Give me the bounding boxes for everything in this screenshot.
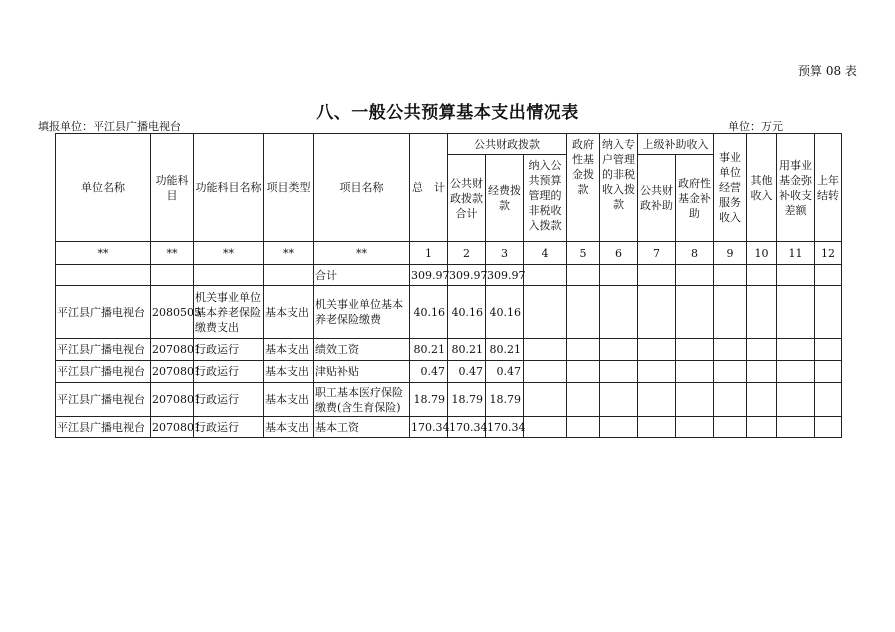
cell-total: 40.16 <box>410 286 448 339</box>
cell-total: 80.21 <box>410 339 448 361</box>
cell-expense-alloc: 18.79 <box>486 383 524 417</box>
index-cell: ** <box>194 242 264 265</box>
index-cell: ** <box>314 242 410 265</box>
index-cell: 9 <box>714 242 747 265</box>
header-func-name: 功能科目名称 <box>194 134 264 242</box>
index-cell: 4 <box>524 242 567 265</box>
cell-public-fin: 40.16 <box>448 286 486 339</box>
cell-item: 机关事业单位基本养老保险缴费 <box>314 286 410 339</box>
cell-code: 2070801 <box>151 417 194 438</box>
cell-item: 绩效工资 <box>314 339 410 361</box>
header-non-tax-alloc: 纳入公共预算管理的非税收入拨款 <box>524 155 567 242</box>
index-cell: 12 <box>815 242 842 265</box>
cell-public-fin: 170.34 <box>448 417 486 438</box>
cell-total: 0.47 <box>410 361 448 383</box>
form-number: 预算 08 表 <box>798 64 857 78</box>
header-operating-income: 事业单位经营服务收入 <box>714 134 747 242</box>
table-row <box>56 286 842 339</box>
header-public-fin-subsidy: 公共财政补助 <box>638 155 676 242</box>
header-public-fin-total: 公共财政拨款合计 <box>448 155 486 242</box>
cell-unit: 平江县广播电视台 <box>56 339 151 361</box>
table-row <box>56 417 842 438</box>
header-special-non-tax: 纳入专户管理的非税收入拨款 <box>600 134 638 242</box>
cell-func-name: 行政运行 <box>194 383 264 417</box>
table-row <box>56 361 842 383</box>
currency-unit: 单位：万元 <box>728 120 783 133</box>
cell-unit: 平江县广播电视台 <box>56 383 151 417</box>
table-row <box>56 339 842 361</box>
cell-type: 基本支出 <box>264 417 314 438</box>
index-cell: ** <box>264 242 314 265</box>
cell-type: 基本支出 <box>264 339 314 361</box>
total-label: 合计 <box>314 265 410 286</box>
cell-type: 基本支出 <box>264 361 314 383</box>
cell-func-name: 行政运行 <box>194 361 264 383</box>
header-unit-name: 单位名称 <box>56 134 151 242</box>
index-row <box>56 242 842 265</box>
cell-unit: 平江县广播电视台 <box>56 417 151 438</box>
cell-type: 基本支出 <box>264 286 314 339</box>
cell-total: 18.79 <box>410 383 448 417</box>
index-cell: ** <box>56 242 151 265</box>
cell-type: 基本支出 <box>264 383 314 417</box>
cell-code: 2070801 <box>151 383 194 417</box>
budget-table <box>55 133 842 438</box>
index-cell: 3 <box>486 242 524 265</box>
cell-item: 职工基本医疗保险缴费(含生育保险) <box>314 383 410 417</box>
index-cell: 2 <box>448 242 486 265</box>
index-cell: ** <box>151 242 194 265</box>
cell-public-fin: 0.47 <box>448 361 486 383</box>
cell-code: 2070801 <box>151 339 194 361</box>
cell-total: 170.34 <box>410 417 448 438</box>
cell-expense-alloc: 0.47 <box>486 361 524 383</box>
header-item-type: 项目类型 <box>264 134 314 242</box>
header-expense-alloc: 经费拨款 <box>486 155 524 242</box>
header-higher-subsidy: 上级补助收入 <box>638 134 714 155</box>
index-cell: 7 <box>638 242 676 265</box>
index-cell: 5 <box>567 242 600 265</box>
filing-unit: 填报单位：平江县广播电视台 <box>38 120 181 133</box>
index-cell: 10 <box>747 242 777 265</box>
total-expense-alloc: 309.97 <box>486 265 524 286</box>
cell-func-name: 行政运行 <box>194 339 264 361</box>
cell-item: 津贴补贴 <box>314 361 410 383</box>
cell-public-fin: 80.21 <box>448 339 486 361</box>
header-total: 总 计 <box>410 134 448 242</box>
total-value: 309.97 <box>410 265 448 286</box>
header-public-fin: 公共财政拨款 <box>448 134 567 155</box>
header-gov-fund-subsidy: 政府性基金补助 <box>676 155 714 242</box>
total-public-fin: 309.97 <box>448 265 486 286</box>
cell-code: 2080505 <box>151 286 194 339</box>
cell-public-fin: 18.79 <box>448 383 486 417</box>
cell-func-name: 机关事业单位基本养老保险缴费支出 <box>194 286 264 339</box>
header-func-code: 功能科目 <box>151 134 194 242</box>
header-other-income: 其他收入 <box>747 134 777 242</box>
cell-unit: 平江县广播电视台 <box>56 286 151 339</box>
cell-item: 基本工资 <box>314 417 410 438</box>
cell-func-name: 行政运行 <box>194 417 264 438</box>
index-cell: 11 <box>777 242 815 265</box>
index-cell: 6 <box>600 242 638 265</box>
page-title: 八、一般公共预算基本支出情况表 <box>316 103 579 123</box>
header-gov-fund-alloc: 政府性基金拨款 <box>567 134 600 242</box>
index-cell: 1 <box>410 242 448 265</box>
cell-expense-alloc: 170.34 <box>486 417 524 438</box>
header-item-name: 项目名称 <box>314 134 410 242</box>
cell-expense-alloc: 80.21 <box>486 339 524 361</box>
cell-expense-alloc: 40.16 <box>486 286 524 339</box>
index-cell: 8 <box>676 242 714 265</box>
cell-unit: 平江县广播电视台 <box>56 361 151 383</box>
header-fund-balance: 用事业基金弥补收支差额 <box>777 134 815 242</box>
header-carryover: 上年结转 <box>815 134 842 242</box>
total-row <box>56 265 842 286</box>
cell-code: 2070801 <box>151 361 194 383</box>
table-row <box>56 383 842 417</box>
